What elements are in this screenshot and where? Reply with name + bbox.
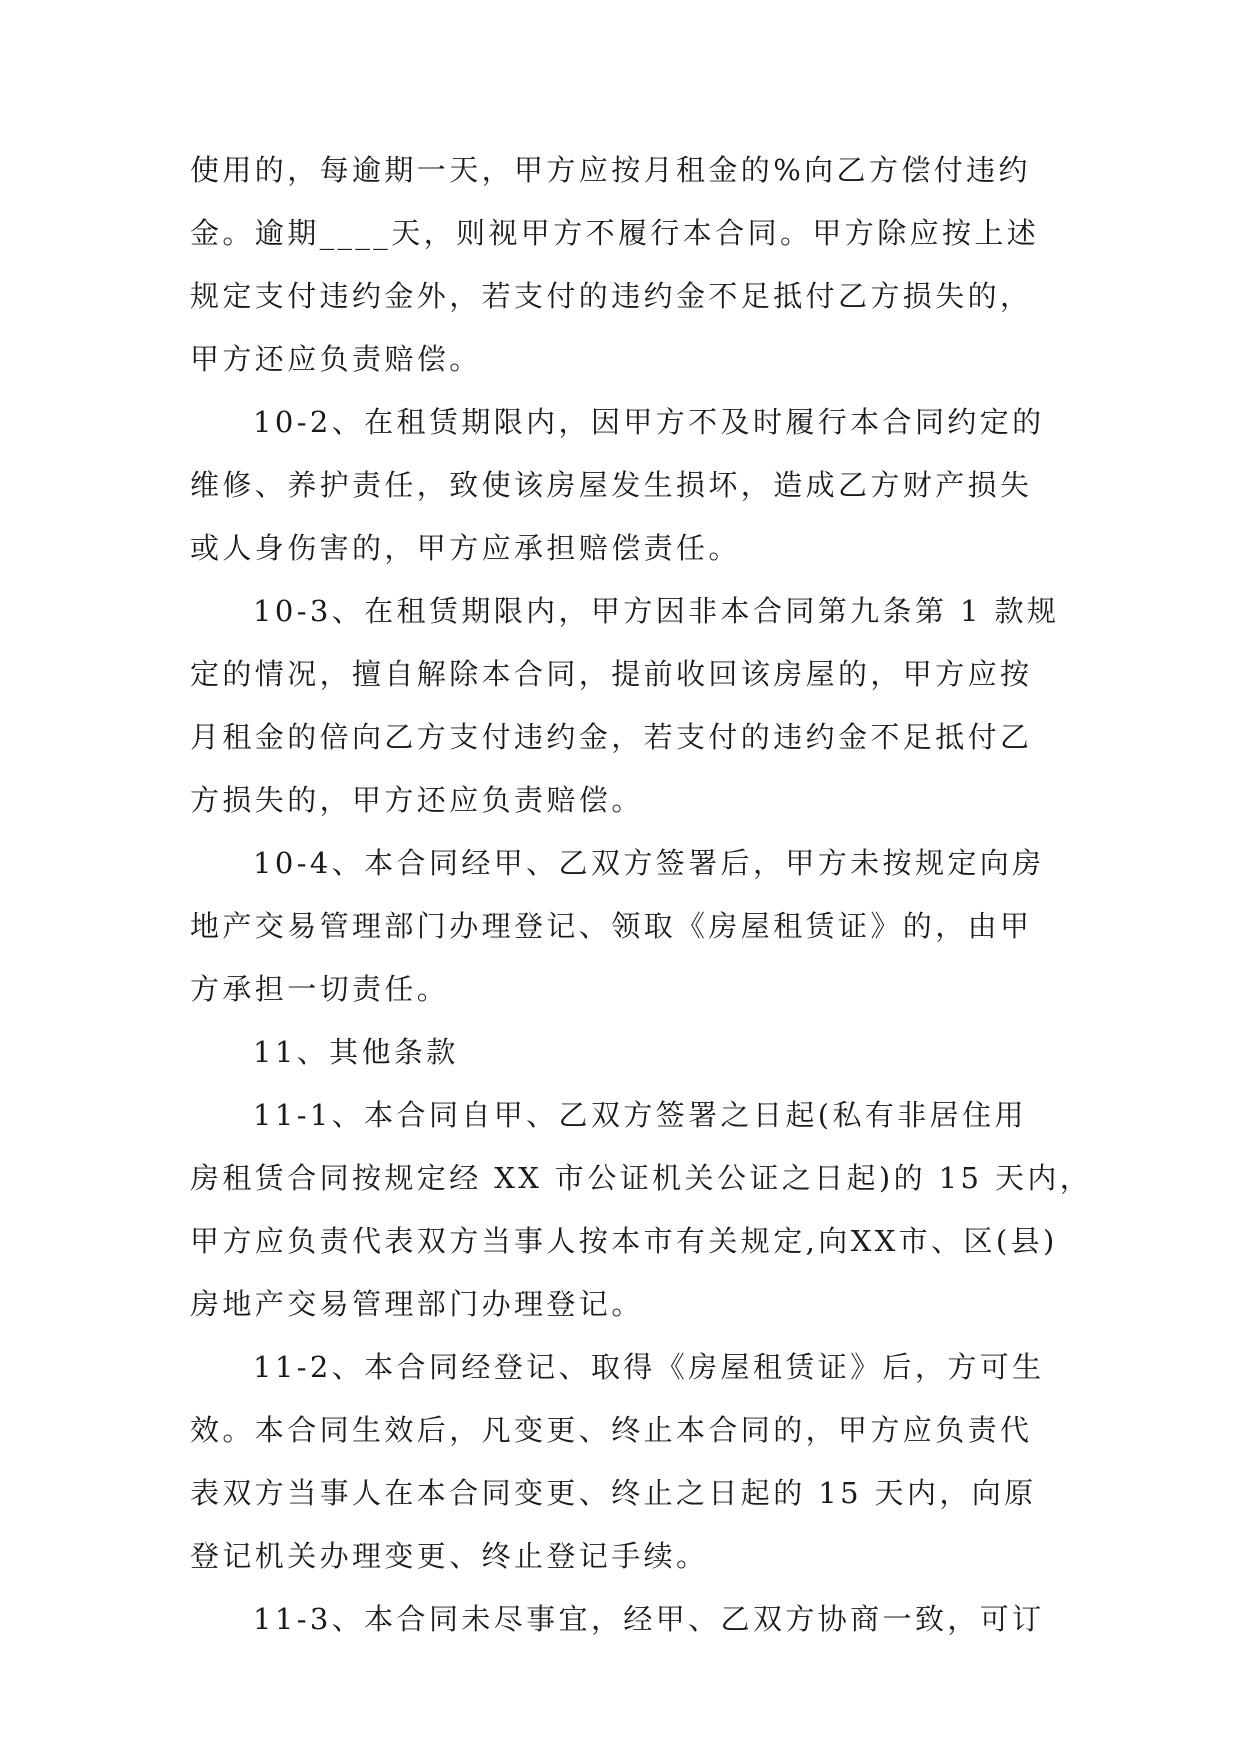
text-line: 房租赁合同按规定经 XX 市公证机关公证之日起)的 15 天内，	[190, 1161, 1093, 1195]
text-line: 维修、养护责任，致使该房屋发生损坏，造成乙方财产损失	[190, 468, 1033, 502]
clause-11-1: 11-1、本合同自甲、乙双方签署之日起(私有非居住用	[253, 1098, 1027, 1132]
clause-10-3: 10-3、在租赁期限内，甲方因非本合同第九条第 1 款规	[253, 594, 1060, 628]
text-line: 登记机关办理变更、终止登记手续。	[190, 1539, 709, 1573]
text-line: 效。本合同生效后，凡变更、终止本合同的，甲方应负责代	[190, 1413, 1033, 1447]
section-heading-11: 11、其他条款	[253, 1035, 459, 1069]
text-line: 甲方应负责代表双方当事人按本市有关规定,向XX市、区(县)	[190, 1224, 1058, 1258]
text-line: 方承担一切责任。	[190, 972, 450, 1006]
text-line: 方损失的，甲方还应负责赔偿。	[190, 783, 644, 817]
clause-10-2: 10-2、在租赁期限内，因甲方不及时履行本合同约定的	[253, 405, 1045, 439]
text-line: 表双方当事人在本合同变更、终止之日起的 15 天内，向原	[190, 1476, 1037, 1510]
text-line: 使用的，每逾期一天，甲方应按月租金的%向乙方偿付违约	[190, 153, 1031, 187]
text-line: 金。逾期____天，则视甲方不履行本合同。甲方除应按上述	[190, 216, 1040, 250]
clause-11-3: 11-3、本合同未尽事宜，经甲、乙双方协商一致，可订	[253, 1602, 1045, 1636]
text-line: 甲方还应负责赔偿。	[190, 342, 482, 376]
text-line: 定的情况，擅自解除本合同，提前收回该房屋的，甲方应按	[190, 657, 1033, 691]
text-line: 规定支付违约金外，若支付的违约金不足抵付乙方损失的，	[190, 279, 1033, 313]
text-line: 地产交易管理部门办理登记、领取《房屋租赁证》的，由甲	[190, 909, 1033, 943]
clause-11-2: 11-2、本合同经登记、取得《房屋租赁证》后，方可生	[253, 1350, 1045, 1384]
clause-10-4: 10-4、本合同经甲、乙双方签署后，甲方未按规定向房	[253, 846, 1045, 880]
text-line: 或人身伤害的，甲方应承担赔偿责任。	[190, 531, 741, 565]
text-line: 房地产交易管理部门办理登记。	[190, 1287, 644, 1321]
text-line: 月租金的倍向乙方支付违约金，若支付的违约金不足抵付乙	[190, 720, 1033, 754]
